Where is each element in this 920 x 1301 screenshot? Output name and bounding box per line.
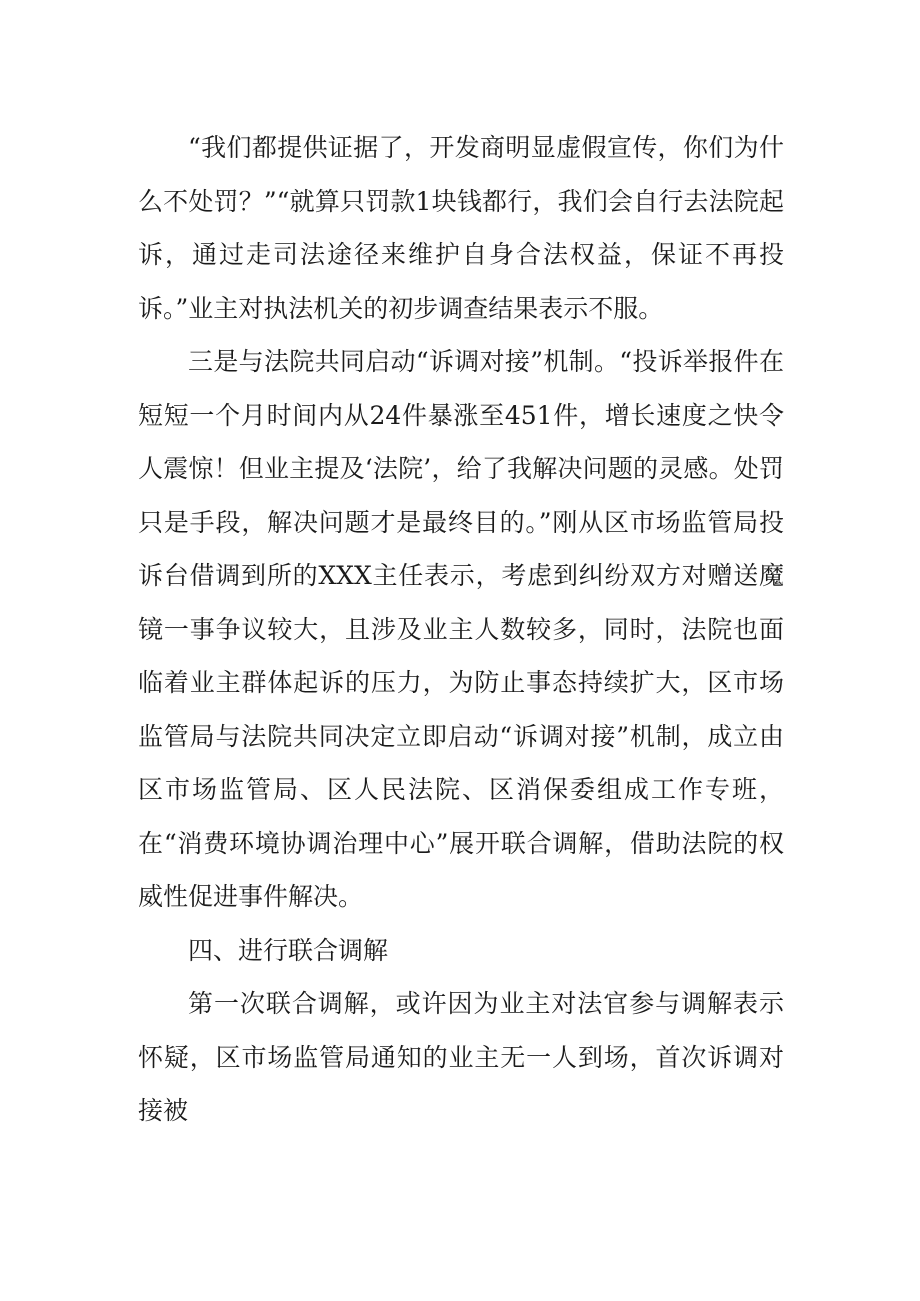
- section-heading: 四、进行联合调解: [188, 935, 389, 965]
- document-body: [138, 121, 784, 1138]
- paragraph-first-mediation: 第一次联合调解，或许因为业主对法官参与调解表示怀疑，区市场监管局通知的业主无一人到场，首次诉调对接被: [138, 989, 784, 1125]
- paragraph-litigation-mediation: 三是与法院共同启动“诉调对接”机制。“投诉举报件在短短一个月时间内从24件暴涨至451件，增长速度之快令人震惊！但业主提及‘法院’，给了我解决问题的灵感。处罚只是手段，解决问题才是最终目的。”刚从区市场监管局投诉台借调到所的XXX主任表示，考虑到纠纷双方对赠送魔镜一事争议较大，且涉及业主人数较多，同时，法院也面临着业主群体起诉的压力，为防止事态持续扩大，区市场监管局与法院共同决定立即启动“诉调对接”机制，成立由区市场监管局、区人民法院、区消保委组成工作专班，在“消费环境协调治理中心”展开联合调解，借助法院的权威性促进事件解决。: [138, 347, 784, 911]
- paragraph-owner-complaint: “我们都提供证据了，开发商明显虚假宣传，你们为什么不处罚？”“就算只罚款1块钱都行，我们会自行去法院起诉，通过走司法途径来维护自身合法权益，保证不再投诉。”业主对执法机关的初步调查结果表示不服。: [138, 133, 784, 323]
